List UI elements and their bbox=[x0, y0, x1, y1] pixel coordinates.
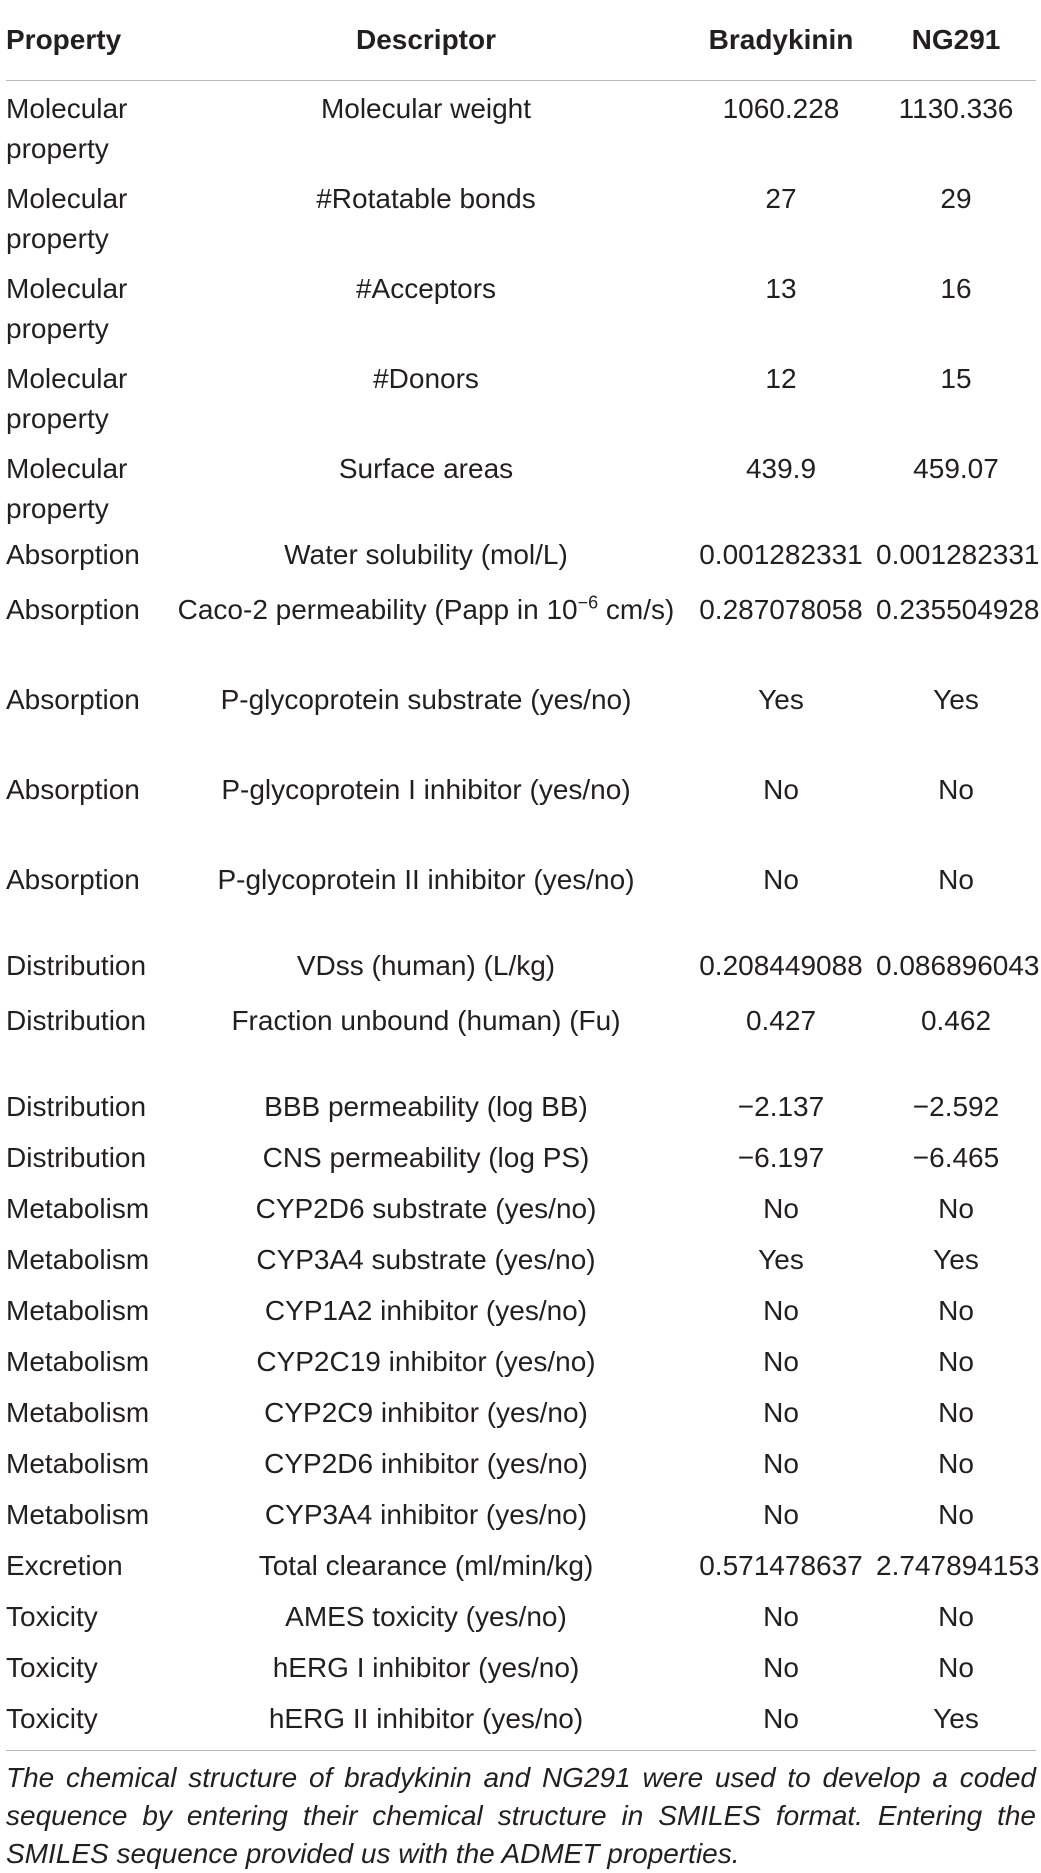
property-cell: Absorption bbox=[6, 774, 140, 805]
bradykinin-value: No bbox=[763, 1703, 799, 1734]
ng291-value: 0.086896043 bbox=[876, 950, 1040, 981]
property-cell: Metabolism bbox=[6, 1346, 150, 1377]
table-body bbox=[6, 81, 1040, 1747]
table-row bbox=[6, 1134, 1036, 1185]
table-bottom-divider bbox=[6, 1750, 1036, 1751]
table-row bbox=[6, 1338, 1036, 1389]
ng291-value: 0.235504928 bbox=[876, 594, 1040, 625]
table-row bbox=[6, 672, 1036, 762]
property-cell: Metabolism bbox=[6, 1448, 150, 1479]
ng291-value: No bbox=[938, 1193, 974, 1224]
table-row bbox=[6, 942, 1036, 993]
descriptor-cell: P-glycoprotein II inhibitor (yes/no) bbox=[217, 864, 635, 895]
table-header bbox=[6, 0, 1036, 81]
header-ng291: NG291 bbox=[876, 0, 1036, 81]
ng291-value: 29 bbox=[940, 183, 972, 214]
property-cell: Distribution bbox=[6, 950, 147, 981]
property-cell: Molecular property bbox=[6, 453, 128, 524]
bradykinin-value: No bbox=[763, 1601, 799, 1632]
property-cell: Distribution bbox=[6, 1091, 147, 1122]
property-cell: Metabolism bbox=[6, 1397, 150, 1428]
ng291-value: Yes bbox=[933, 1244, 979, 1275]
bradykinin-value: −6.197 bbox=[737, 1142, 825, 1173]
descriptor-cell: BBB permeability (log BB) bbox=[264, 1091, 588, 1122]
descriptor-cell: CYP2D6 inhibitor (yes/no) bbox=[264, 1448, 588, 1479]
property-cell: Excretion bbox=[6, 1550, 123, 1581]
bradykinin-value: No bbox=[763, 1652, 799, 1683]
descriptor-cell: hERG II inhibitor (yes/no) bbox=[268, 1703, 584, 1734]
table-row bbox=[6, 1542, 1036, 1593]
bradykinin-value: 27 bbox=[765, 183, 797, 214]
header-property: Property bbox=[6, 0, 166, 81]
descriptor-cell: CYP2C19 inhibitor (yes/no) bbox=[256, 1346, 596, 1377]
ng291-value: 0.462 bbox=[920, 1005, 992, 1036]
bradykinin-value: No bbox=[763, 1295, 799, 1326]
table-row bbox=[6, 1644, 1036, 1695]
descriptor-cell bbox=[166, 582, 686, 672]
property-cell: Metabolism bbox=[6, 1295, 150, 1326]
property-cell: Absorption bbox=[6, 594, 140, 625]
table-row bbox=[6, 993, 1036, 1083]
property-cell: Distribution bbox=[6, 1142, 147, 1173]
descriptor-cell: CYP2C9 inhibitor (yes/no) bbox=[264, 1397, 588, 1428]
property-cell: Molecular property bbox=[6, 183, 128, 254]
ng291-value: No bbox=[938, 1448, 974, 1479]
bradykinin-value: No bbox=[763, 1346, 799, 1377]
bradykinin-value: No bbox=[763, 864, 799, 895]
table-row bbox=[6, 1491, 1036, 1542]
bradykinin-value: 13 bbox=[765, 273, 797, 304]
ng291-value: No bbox=[938, 1346, 974, 1377]
descriptor-cell: Water solubility (mol/L) bbox=[284, 539, 568, 570]
ng291-value: No bbox=[938, 1397, 974, 1428]
descriptor-unit: cm/s) bbox=[598, 594, 675, 625]
descriptor-cell: CYP2D6 substrate (yes/no) bbox=[255, 1193, 597, 1224]
descriptor-cell: #Acceptors bbox=[355, 273, 497, 304]
bradykinin-value: 439.9 bbox=[745, 453, 817, 484]
property-cell: Absorption bbox=[6, 864, 140, 895]
property-cell: Metabolism bbox=[6, 1193, 150, 1224]
property-cell: Molecular property bbox=[6, 273, 128, 344]
descriptor-cell: P-glycoprotein I inhibitor (yes/no) bbox=[221, 774, 631, 805]
bradykinin-value: 12 bbox=[765, 363, 797, 394]
table-row bbox=[6, 1440, 1036, 1491]
property-cell: Molecular property bbox=[6, 93, 128, 164]
descriptor-cell: Molecular weight bbox=[320, 93, 532, 124]
table-row bbox=[6, 171, 1036, 261]
ng291-value: 2.747894153 bbox=[876, 1550, 1040, 1581]
property-cell: Toxicity bbox=[6, 1601, 98, 1632]
property-cell: Absorption bbox=[6, 539, 140, 570]
bradykinin-value: 0.427 bbox=[745, 1005, 817, 1036]
descriptor-cell: CNS permeability (log PS) bbox=[262, 1142, 590, 1173]
descriptor-exponent: −6 bbox=[577, 592, 599, 613]
header-bradykinin: Bradykinin bbox=[686, 0, 876, 81]
descriptor-cell: VDss (human) (L/kg) bbox=[296, 950, 556, 981]
table-row bbox=[6, 1593, 1036, 1644]
table-row bbox=[6, 582, 1036, 672]
descriptor-cell: CYP3A4 substrate (yes/no) bbox=[256, 1244, 596, 1275]
admet-table bbox=[6, 0, 1040, 1746]
ng291-value: No bbox=[938, 1295, 974, 1326]
bradykinin-value: No bbox=[763, 1397, 799, 1428]
table-row bbox=[6, 852, 1036, 942]
ng291-value: 16 bbox=[940, 273, 972, 304]
property-cell: Metabolism bbox=[6, 1499, 150, 1530]
table-row bbox=[6, 762, 1036, 852]
table-row bbox=[6, 351, 1036, 441]
table-row bbox=[6, 441, 1036, 531]
ng291-value: 0.001282331 bbox=[876, 539, 1040, 570]
property-cell: Toxicity bbox=[6, 1703, 98, 1734]
table-footnote: The chemical structure of bradykinin and NG291 were used to develop a coded sequence by entering their chemical structure in SMILES format. Entering the SMILES sequence provided us with the ADMET properties. bbox=[6, 1762, 1036, 1869]
descriptor-cell: #Donors bbox=[373, 363, 479, 394]
descriptor-cell: CYP3A4 inhibitor (yes/no) bbox=[264, 1499, 588, 1530]
bradykinin-value: No bbox=[763, 774, 799, 805]
ng291-value: No bbox=[938, 864, 974, 895]
descriptor-cell: Total clearance (ml/min/kg) bbox=[258, 1550, 594, 1581]
table-row bbox=[6, 1695, 1036, 1746]
bradykinin-value: Yes bbox=[758, 684, 804, 715]
property-cell: Molecular property bbox=[6, 363, 128, 434]
ng291-value: 15 bbox=[940, 363, 972, 394]
descriptor-cell: #Rotatable bonds bbox=[316, 183, 536, 214]
ng291-value: −6.465 bbox=[912, 1142, 1000, 1173]
ng291-value: Yes bbox=[933, 1703, 979, 1734]
bradykinin-value: No bbox=[763, 1499, 799, 1530]
property-cell: Metabolism bbox=[6, 1244, 150, 1275]
header-row bbox=[6, 0, 1036, 81]
table-row bbox=[6, 1389, 1036, 1440]
table-row bbox=[6, 81, 1036, 172]
table-row bbox=[6, 1236, 1036, 1287]
property-cell: Toxicity bbox=[6, 1652, 98, 1683]
descriptor-cell: Surface areas bbox=[338, 453, 514, 484]
ng291-value: Yes bbox=[933, 684, 979, 715]
ng291-value: −2.592 bbox=[912, 1091, 1000, 1122]
bradykinin-value: No bbox=[763, 1448, 799, 1479]
table-row bbox=[6, 1287, 1036, 1338]
descriptor-main: Caco-2 permeability (Papp in 10 bbox=[177, 594, 578, 625]
table-row bbox=[6, 1083, 1036, 1134]
bradykinin-value: 0.571478637 bbox=[699, 1550, 863, 1581]
ng291-value: No bbox=[938, 774, 974, 805]
ng291-value: No bbox=[938, 1601, 974, 1632]
descriptor-cell: P-glycoprotein substrate (yes/no) bbox=[220, 684, 632, 715]
bradykinin-value: Yes bbox=[758, 1244, 804, 1275]
table-row bbox=[6, 1185, 1036, 1236]
bradykinin-value: No bbox=[763, 1193, 799, 1224]
ng291-value: 459.07 bbox=[913, 453, 999, 484]
table-row bbox=[6, 261, 1036, 351]
bradykinin-value: −2.137 bbox=[737, 1091, 825, 1122]
property-cell: Absorption bbox=[6, 684, 140, 715]
ng291-value: No bbox=[938, 1499, 974, 1530]
descriptor-cell: CYP1A2 inhibitor (yes/no) bbox=[264, 1295, 588, 1326]
ng291-value: 1130.336 bbox=[898, 93, 1014, 124]
bradykinin-value: 0.287078058 bbox=[699, 594, 863, 625]
bradykinin-value: 1060.228 bbox=[722, 93, 840, 124]
bradykinin-value: 0.208449088 bbox=[699, 950, 863, 981]
header-descriptor: Descriptor bbox=[166, 0, 686, 81]
descriptor-cell: Fraction unbound (human) (Fu) bbox=[231, 1005, 621, 1036]
table-row bbox=[6, 531, 1036, 582]
property-cell: Distribution bbox=[6, 1005, 147, 1036]
ng291-value: No bbox=[938, 1652, 974, 1683]
descriptor-cell: hERG I inhibitor (yes/no) bbox=[272, 1652, 580, 1683]
bradykinin-value: 0.001282331 bbox=[699, 539, 863, 570]
descriptor-cell: AMES toxicity (yes/no) bbox=[285, 1601, 567, 1632]
